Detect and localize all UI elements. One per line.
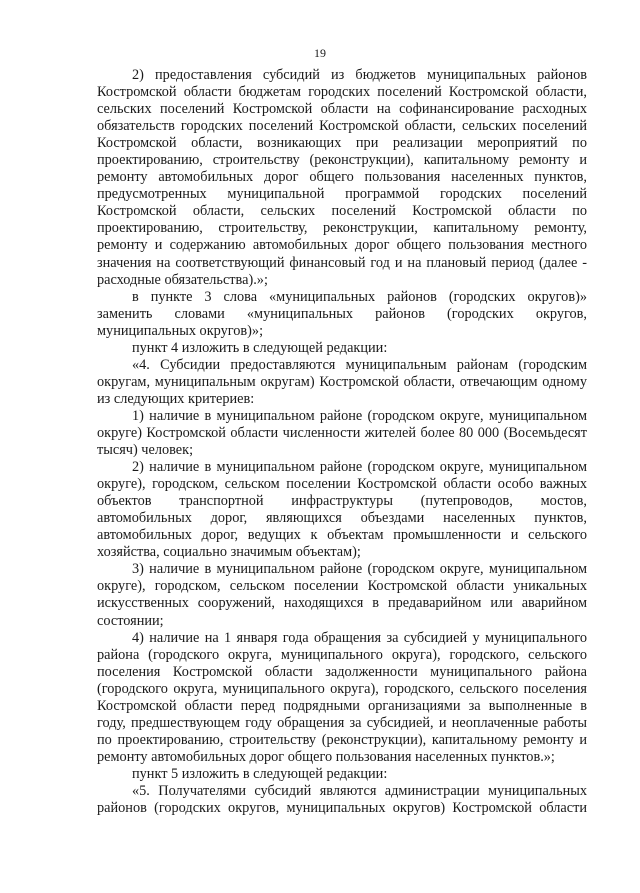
criterion-3: 3) наличие в муниципальном районе (городском округе, муниципальном округе), городском, сельском поселении Костромской области уникальных искусственных сооружений, находящихся в предаварийном или аварийном состоянии;	[97, 561, 587, 629]
page-number: 19	[314, 46, 326, 60]
paragraph-point-5-intro: пункт 5 изложить в следующей редакции:	[132, 765, 388, 782]
paragraph-point-3-amendment: в пункте 3 слова «муниципальных районов (городских округов)» заменить словами «муниципальных районов (городских округов, муниципальных округов)»;	[97, 288, 587, 339]
paragraph-point-5-text: «5. Получателями субсидий являются администрации муниципальных районов (городских округов, муниципальных округов) Костромской области	[97, 782, 587, 817]
criterion-2: 2) наличие в муниципальном районе (городском округе, муниципальном округе), городском, сельском поселении Костромской области особо важных объектов транспортной инфраструктуры (путепроводов, мостов, автомобильных дорог, являющихся объездами населенных пунктов, автомобильных дорог, ведущих к объектам промышленности и сельского хозяйства, социально значимым объектам);	[97, 459, 587, 561]
criterion-1: 1) наличие в муниципальном районе (городском округе, муниципальном округе) Костромской области численности жителей более 80 000 (Восемьдесят тысяч) человек;	[97, 407, 587, 459]
paragraph-subsidy-purpose: 2) предоставления субсидий из бюджетов муниципальных районов Костромской области бюджетам городских поселений Костромской области, сельских поселений Костромской области на софинансирование расходных обязательств городских поселений Костромской области, сельских поселений Костромской области, возникающих при реализации мероприятий по проектированию, строительству (реконструкции), капитальному ремонту и ремонту автомобильных дорог общего пользования населенных пунктов, предусмотренных муниципальной программой городских поселений Костромской области, сельских поселений Костромской области по проектированию, строительству, реконструкции, капитальному ремонту, ремонту и содержанию автомобильных дорог общего пользования местного значения на соответствующий финансовый год и на плановый период (далее - расходные обязательства).»;	[97, 67, 587, 288]
document-body	[97, 67, 587, 817]
paragraph-point-4-intro: пункт 4 изложить в следующей редакции:	[132, 339, 388, 356]
criterion-4: 4) наличие на 1 января года обращения за субсидией у муниципального района (городского округа, муниципального округа), городского, сельского поселения Костромской области задолженности муниципального района (городского округа, муниципального округа), городского, сельского поселения Костромской области перед подрядными организациями за выполненные в году, предшествующем году обращения за субсидией, и неоплаченные работы по проектированию, строительству (реконструкции), капитальному ремонту и ремонту автомобильных дорог общего пользования населенных пунктов.»;	[97, 629, 587, 765]
paragraph-point-4-text: «4. Субсидии предоставляются муниципальным районам (городским округам, муниципальным округам) Костромской области, отвечающим одному из следующих критериев:	[97, 356, 587, 407]
